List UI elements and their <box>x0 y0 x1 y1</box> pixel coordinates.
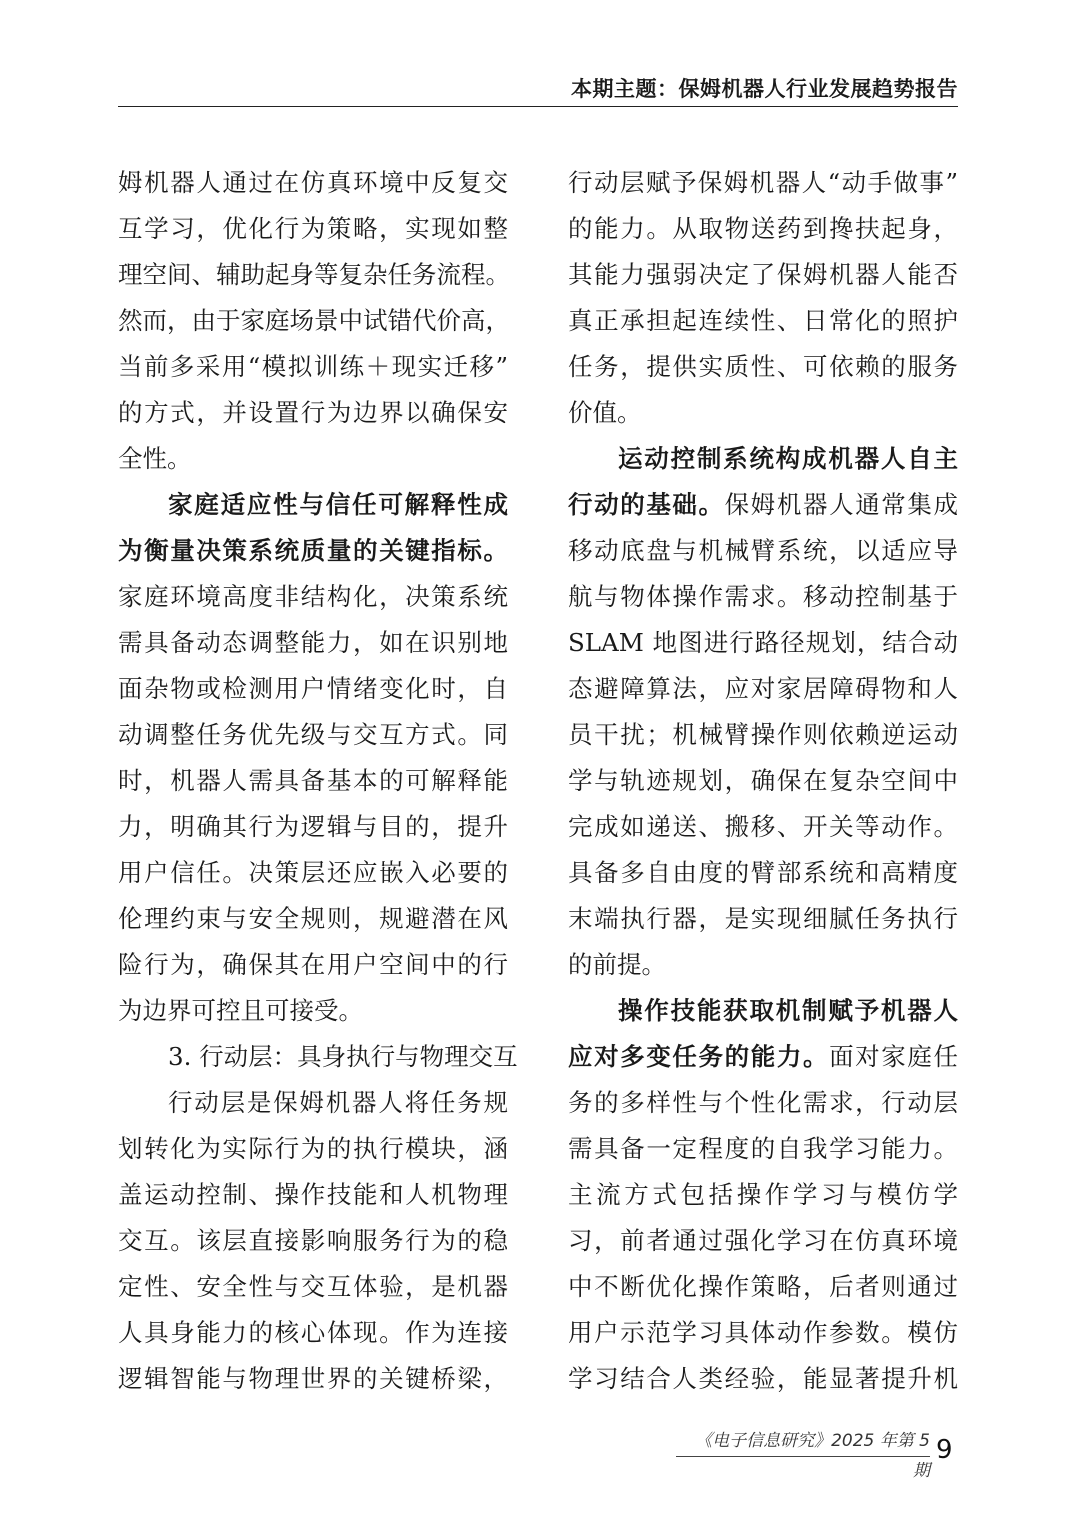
body-text: 盖运动控制、操作技能和人机物理 <box>118 1180 508 1209</box>
text-line <box>118 574 508 620</box>
text-line <box>118 1356 508 1402</box>
body-text: 的能力。从取物送药到搀扶起身， <box>568 214 958 243</box>
text-line <box>118 1218 508 1264</box>
text-line <box>118 1264 508 1310</box>
text-line <box>568 988 958 1034</box>
body-text: 逻辑智能与物理世界的关键桥梁， <box>118 1364 508 1393</box>
body-text: 动调整任务优先级与交互方式。同 <box>118 720 508 749</box>
body-text: 航与物体操作需求。移动控制基于 <box>568 582 958 611</box>
text-line <box>568 1264 958 1310</box>
body-text: 需具备一定程度的自我学习能力。 <box>568 1134 958 1163</box>
body-text: SLAM 地图进行路径规划，结合动 <box>568 628 958 657</box>
text-line <box>568 1356 958 1402</box>
body-text: 完成如递送、搬移、开关等动作。 <box>568 812 958 841</box>
body-text: 的前提。 <box>568 950 666 979</box>
text-line <box>118 896 508 942</box>
text-line <box>568 1034 958 1080</box>
text-line <box>568 298 958 344</box>
bold-lead-text: 应对多变任务的能力。 <box>568 1042 830 1071</box>
text-line <box>568 804 958 850</box>
text-line <box>568 344 958 390</box>
body-text: 真正承担起连续性、日常化的照护 <box>568 306 958 335</box>
body-text: 行动层是保姆机器人将任务规 <box>168 1088 508 1117</box>
text-line <box>118 942 508 988</box>
body-text: 学与轨迹规划，确保在复杂空间中 <box>568 766 958 795</box>
text-line <box>568 574 958 620</box>
body-text: 末端执行器，是实现细腻任务执行 <box>568 904 958 933</box>
text-line <box>568 758 958 804</box>
running-header <box>118 72 958 107</box>
header-title: 本期主题：保姆机器人行业发展趋势报告 <box>571 77 958 101</box>
text-line <box>568 160 958 206</box>
body-text: 需具备动态调整能力，如在识别地 <box>118 628 508 657</box>
body-text: 交互。该层直接影响服务行为的稳 <box>118 1226 508 1255</box>
right-column <box>568 160 958 1402</box>
body-text: 全性。 <box>118 444 192 473</box>
body-text: 移动底盘与机械臂系统，以适应导 <box>568 536 958 565</box>
text-line <box>568 252 958 298</box>
body-text: 行动层赋予保姆机器人“动手做事” <box>568 168 958 197</box>
text-line <box>568 206 958 252</box>
body-text: 价值。 <box>568 398 642 427</box>
footer-journal-info: 《电子信息研究》2025 年第 5 期 <box>676 1426 930 1457</box>
text-line <box>568 712 958 758</box>
text-line <box>568 620 958 666</box>
text-line <box>568 1310 958 1356</box>
text-line <box>118 988 508 1034</box>
body-text: 其能力强弱决定了保姆机器人能否 <box>568 260 958 289</box>
text-line <box>118 298 508 344</box>
text-line <box>568 850 958 896</box>
left-column <box>118 160 518 1402</box>
body-text: 理空间、辅助起身等复杂任务流程。 <box>118 260 510 289</box>
text-line <box>568 1126 958 1172</box>
body-text: 时，机器人需具备基本的可解释能 <box>118 766 508 795</box>
body-text: 面杂物或检测用户情绪变化时，自 <box>118 674 508 703</box>
text-line <box>568 1080 958 1126</box>
body-text: 互学习，优化行为策略，实现如整 <box>118 214 508 243</box>
body-text: 为边界可控且可接受。 <box>118 996 363 1025</box>
body-text: 面对家庭任 <box>829 1042 959 1071</box>
body-text: 保姆机器人通常集成 <box>724 490 959 519</box>
text-line <box>118 758 508 804</box>
text-line <box>118 712 508 758</box>
body-text: 员干扰；机械臂操作则依赖逆运动 <box>568 720 958 749</box>
body-text: 险行为，确保其在用户空间中的行 <box>118 950 508 979</box>
text-line <box>118 390 508 436</box>
text-line <box>568 666 958 712</box>
text-line <box>568 942 958 988</box>
body-text: 划转化为实际行为的执行模块，涵 <box>118 1134 508 1163</box>
body-text: 中不断优化操作策略，后者则通过 <box>568 1272 958 1301</box>
body-text: 用户示范学习具体动作参数。模仿 <box>568 1318 958 1347</box>
text-line <box>118 436 508 482</box>
text-line <box>118 1310 508 1356</box>
body-text: 人具身能力的核心体现。作为连接 <box>118 1318 508 1347</box>
body-text: 学习结合人类经验，能显著提升机 <box>568 1364 958 1393</box>
body-text: 的方式，并设置行为边界以确保安 <box>118 398 508 427</box>
body-text: 用户信任。决策层还应嵌入必要的 <box>118 858 508 887</box>
bold-lead-text: 为衡量决策系统质量的关键指标。 <box>118 536 508 565</box>
bold-lead-text: 操作技能获取机制赋予机器人 <box>618 996 958 1025</box>
bold-lead-text: 行动的基础。 <box>568 490 725 519</box>
body-text: 姆机器人通过在仿真环境中反复交 <box>118 168 508 197</box>
body-text: 3. 行动层：具身执行与物理交互 <box>168 1042 518 1071</box>
body-text: 具备多自由度的臂部系统和高精度 <box>568 858 958 887</box>
bold-lead-text: 运动控制系统构成机器人自主 <box>618 444 958 473</box>
body-text: 务的多样性与个性化需求，行动层 <box>568 1088 958 1117</box>
body-text: 定性、安全性与交互体验，是机器 <box>118 1272 508 1301</box>
body-text: 任务，提供实质性、可依赖的服务 <box>568 352 958 381</box>
body-text: 习，前者通过强化学习在仿真环境 <box>568 1226 958 1255</box>
text-line <box>118 528 508 574</box>
body-text: 态避障算法，应对家居障碍物和人 <box>568 674 958 703</box>
body-text: 伦理约束与安全规则，规避潜在风 <box>118 904 508 933</box>
body-text: 然而，由于家庭场景中试错代价高， <box>118 306 510 335</box>
bold-lead-text: 家庭适应性与信任可解释性成 <box>168 490 508 519</box>
text-line <box>118 1034 518 1080</box>
text-line <box>118 1126 508 1172</box>
text-line <box>118 252 508 298</box>
text-line <box>118 482 508 528</box>
body-text: 家庭环境高度非结构化，决策系统 <box>118 582 508 611</box>
text-line <box>118 1080 508 1126</box>
text-line <box>568 436 958 482</box>
text-line <box>568 896 958 942</box>
body-text: 当前多采用“模拟训练＋现实迁移” <box>118 352 508 381</box>
body-text: 主流方式包括操作学习与模仿学 <box>568 1180 958 1209</box>
text-line <box>568 1218 958 1264</box>
text-line <box>118 160 508 206</box>
text-line <box>118 850 508 896</box>
text-line <box>118 666 508 712</box>
text-line <box>568 528 958 574</box>
page-number: 9 <box>936 1435 953 1465</box>
body-text: 力，明确其行为逻辑与目的，提升 <box>118 812 508 841</box>
text-line <box>568 1172 958 1218</box>
text-line <box>568 482 958 528</box>
text-line <box>118 804 508 850</box>
text-line <box>118 206 508 252</box>
text-line <box>118 1172 508 1218</box>
text-line <box>568 390 958 436</box>
text-line <box>118 344 508 390</box>
text-line <box>118 620 508 666</box>
